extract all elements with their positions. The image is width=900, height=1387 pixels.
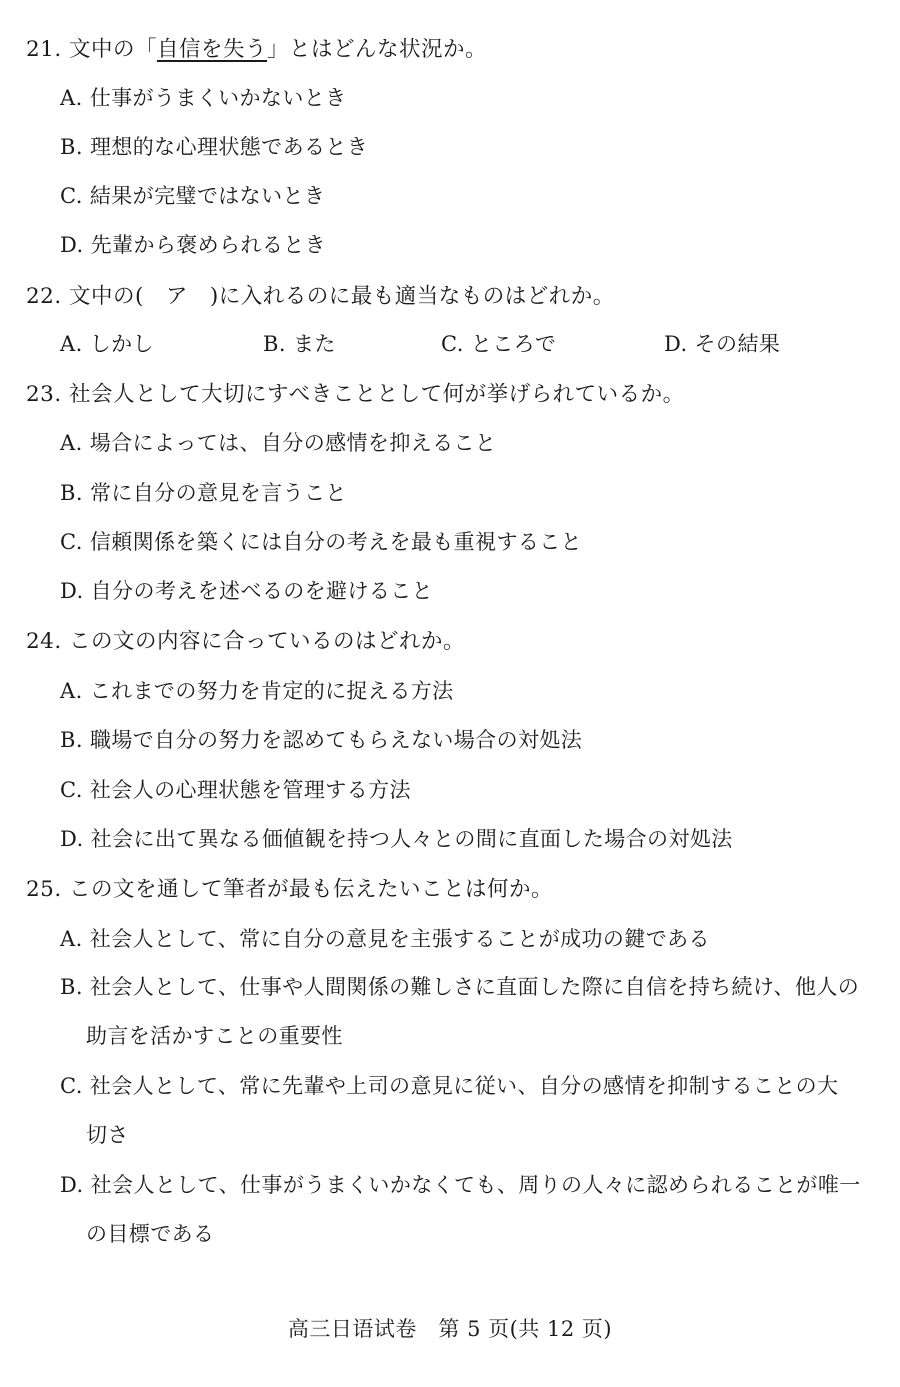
q21-option-d: D. 先輩から褒められるとき [60, 233, 327, 257]
q25-option-c-continued: 切さ [86, 1123, 129, 1147]
q25-option-d-continued: の目標である [86, 1222, 215, 1246]
q23-option-d: D. 自分の考えを述べるのを避けること [60, 579, 434, 603]
q21-option-b: B. 理想的な心理状態であるとき [60, 135, 369, 159]
q21-stem-after: 」とはどんな状況か。 [267, 37, 488, 62]
q21-option-c: C. 結果が完璧ではないとき [60, 184, 326, 208]
question-21-stem [26, 32, 487, 63]
question-23-stem: 23. 社会人として大切にすべきこととして何が挙げられているか。 [26, 382, 685, 407]
q24-option-c: C. 社会人の心理状態を管理する方法 [60, 778, 411, 802]
q24-option-b: B. 職場で自分の努力を認めてもらえない場合の対処法 [60, 728, 583, 752]
q22-option-a: A. しかし [60, 332, 154, 356]
page-footer: 高三日语试卷 第 5 页(共 12 页) [287, 1317, 613, 1341]
q25-option-a: A. 社会人として、常に自分の意見を主張することが成功の鍵である [60, 927, 710, 951]
q21-underlined-phrase: 自信を失う [157, 37, 268, 62]
q25-option-d: D. 社会人として、仕事がうまくいかなくても、周りの人々に認められることが唯一 [60, 1173, 861, 1197]
q25-option-c: C. 社会人として、常に先輩や上司の意見に従い、自分の感情を抑制することの大 [60, 1074, 839, 1098]
q25-option-b: B. 社会人として、仕事や人間関係の難しさに直面した際に自信を持ち続け、他人の [60, 975, 860, 999]
q22-option-c: C. ところで [441, 332, 557, 356]
q24-option-d: D. 社会に出て異なる価値観を持つ人々との間に直面した場合の対処法 [60, 827, 733, 851]
q21-stem-before: 21. 文中の「 [26, 37, 158, 62]
q24-option-a: A. これまでの努力を肯定的に捉える方法 [60, 679, 454, 703]
q23-option-c: C. 信頼関係を築くには自分の考えを最も重視すること [60, 530, 583, 554]
q22-option-d: D. その結果 [664, 332, 781, 356]
question-24-stem: 24. この文の内容に合っているのはどれか。 [26, 629, 466, 654]
question-22-stem: 22. 文中の( ア )に入れるのに最も適当なものはどれか。 [26, 284, 615, 309]
q22-option-b: B. また [263, 332, 336, 356]
question-25-stem: 25. この文を通して筆者が最も伝えたいことは何か。 [26, 877, 554, 902]
q22-options-row [60, 328, 860, 358]
q23-option-b: B. 常に自分の意見を言うこと [60, 481, 347, 505]
q25-option-b-continued: 助言を活かすことの重要性 [86, 1024, 343, 1048]
q23-option-a: A. 場合によっては、自分の感情を抑えること [60, 431, 497, 455]
q21-option-a: A. 仕事がうまくいかないとき [60, 86, 347, 110]
